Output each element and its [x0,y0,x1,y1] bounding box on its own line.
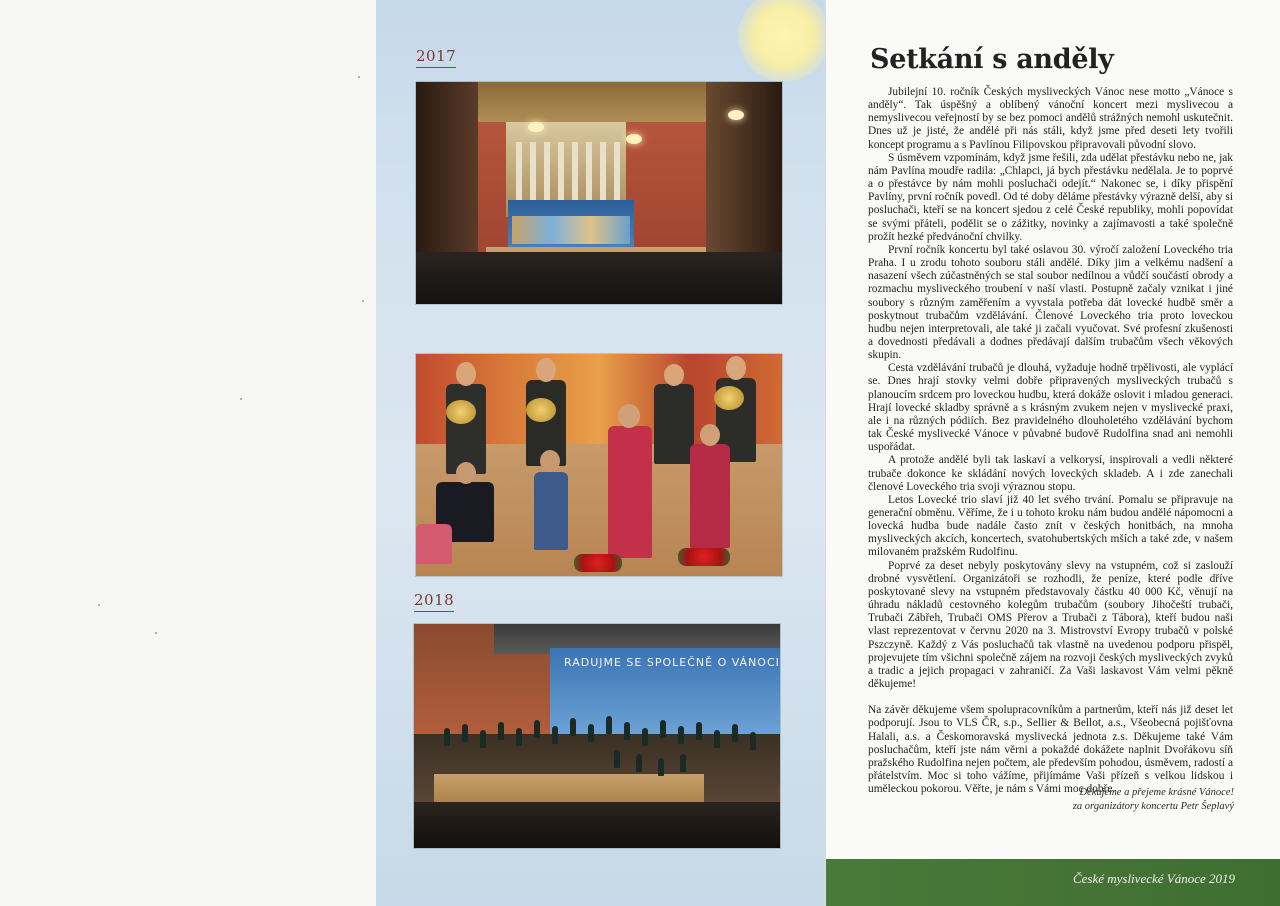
article-paragraph: Poprvé za deset nebyly poskytovány slevy na vstupném, což si zaslouží drobné vysvětlení. Organizátoři se rozhodli, že peníze, které podle dříve poskytované slevy na vstupném představovaly částku 40 000 Kč, věnují na úhradu nákladů cestovného kolegům trubačům (soubory Jihočeští trubači, Trubači Zábřeh, Trubači OMS Přerov a Trubači z Tábora), kteří budou naši vlast reprezentovat v červnu 2020 na 3. Mistrovství Evropy trubačů v polské Pszczyně. Každý z Vás posluchačů tak vlastně na uvedenou podporu přispěl, projevujete tím všichni společně zájem na rozvoji českých mysliveckých zvyků a tradic a jejich propagaci v zahraničí. Za Vaši laskavost Vám velmi pěkně děkujeme! [868,559,1233,691]
year-label-2017: 2017 [416,47,456,68]
signoff-greeting: Děkujeme a přejeme krásné Vánoce! [1079,787,1234,798]
article-page [825,0,1280,906]
paper-speck [240,398,242,400]
paper-speck [362,300,364,302]
article-paragraph: Cesta vzdělávání trubačů je dlouhá, vyžaduje hodně trpělivosti, ale vyplácí se. Dnes hrají stovky velmi dobře připravených mysliveckých trubačů s planoucím srdcem pro loveckou hudbu, která dokáže oslovit i mladou generaci. Hrají lovecké skladby správně a s krásným zvukem nejen v myslivecké praxi, ale i na různých pódiích. Bez pravidelného dlouholetého vzdělávání bychom tak České myslivecké Vánoce v půvabné budově Rudolfina snad ani nemohli uspořádat. [868,362,1233,454]
signoff [866,786,1234,814]
photo-page [376,0,825,906]
footer-bar [826,859,1280,906]
article-paragraph: S úsměvem vzpomínám, když jsme řešili, zda udělat přestávku nebo ne, jak nám Pavlína moudře radila: „Chlapci, já bych přestávku nedělala. Je to poprvé a o přestávce by nám mohli posluchači odejít.“ Nakonec se, i díky přispění Pavlíny, první ročník povedl. Od té doby děláme přestávky výrazně delší, aby si posluchači, kteří se na koncert sjedou z celé České republiky, mohli popovídat se svými přáteli, podělit se o zážitky, novinky a zajímavosti a také společně prožít hezké předvánoční chvilky. [868,151,1233,243]
article-title: Setkání s anděly [870,44,1114,75]
article-paragraph: Jubilejní 10. ročník Českých mysliveckých Vánoc nese motto „Vánoce s anděly“. Tak úspěšný a oblíbený vánoční koncert mezi myslivecou a nemyslivecou veřejností by se bez pomoci andělů strážných nemohl uskutečnit. Dnes už je jisté, že andělé při nás stáli, když jsme před deseti lety tvořili koncept programu a s Pavlínou Filipovskou připravovali původní slovo. [868,86,1233,151]
blank-left-page [0,0,376,906]
light-glow-decoration [738,0,830,82]
paper-speck [98,604,100,606]
year-label-2018: 2018 [414,591,454,612]
paper-speck [155,632,157,634]
photo-banner-text: RADUJME SE SPOLEČNĚ O VÁNOCI [564,656,780,669]
photo-children-performance [416,354,782,576]
signoff-author: za organizátory koncertu Petr Šeplavý [1072,801,1234,812]
article-body [868,86,1233,796]
article-paragraph-closing: Na závěr děkujeme všem spolupracovníkům a partnerům, kteří nás již deset let podporují. Jsou to VLS ČR, s.p., Sellier & Bellot, a.s., Všeobecná pojišťovna Halali, a.s. a Českomoravská myslivecká jednota z.s. Děkujeme také Vám posluchačům, kteří jste nám věrni a pokaždé dokážete naplnit Dvořákovu síň pražského Rudolfina nejen počtem, ale především pohodou, úsměvem, radostí a přátelstvím. Moc si toho vážíme, přijímáme Vaši přízeň s velkou lidskou i uměleckou pokorou. Věřte, je nám s Vámi moc dobře. [868,704,1233,796]
article-paragraph: A protože andělé byli tak laskaví a velkorysí, inspirovali a vedli některé trubače dokonce ke skládání nových loveckých skladeb. A i zde zanechali členové Loveckého tria svoji výraznou stopu. [868,454,1233,493]
paper-speck [358,76,360,78]
photo-concert-hall-2017 [416,82,782,304]
footer-publication-title: České myslivecké Vánoce 2019 [1072,871,1235,886]
article-paragraph: První ročník koncertu byl také oslavou 30. výročí založení Loveckého tria Praha. I u zrodu tohoto souboru stáli andělé. Díky jim a velkému nadšení a nasazení všech zúčastněných se stal soubor nedílnou a vůdčí součástí obrody a rozmachu mysliveckého troubení v naší vlasti. Postupně začaly vznikat i jiné soubory s různým zaměřením a vyvstala potřeba dát lovecké hudbě směr a poskytnout trubačům vzdělávání. Členové Loveckého tria proto loveckou hudbu nejen interpretovali, ale také ji začali vyučovat. Své profesní zkušenosti a dovednosti předávali a dodnes předávají dalším trubačům všech věkových skupin. [868,243,1233,362]
article-paragraph: Letos Lovecké trio slaví již 40 let svého trvání. Pomalu se připravuje na generační obměnu. Věříme, že i u tohoto kroku nám budou andělé nápomocni a lovecká hudba bude nadále často znít v českých honitbách, na mnoha mysliveckých akcích, koncertech, svatohubertských mších a také zde, v našem milovaném pražském Rudolfinu. [868,493,1233,559]
photo-orchestra-2018 [414,624,780,848]
